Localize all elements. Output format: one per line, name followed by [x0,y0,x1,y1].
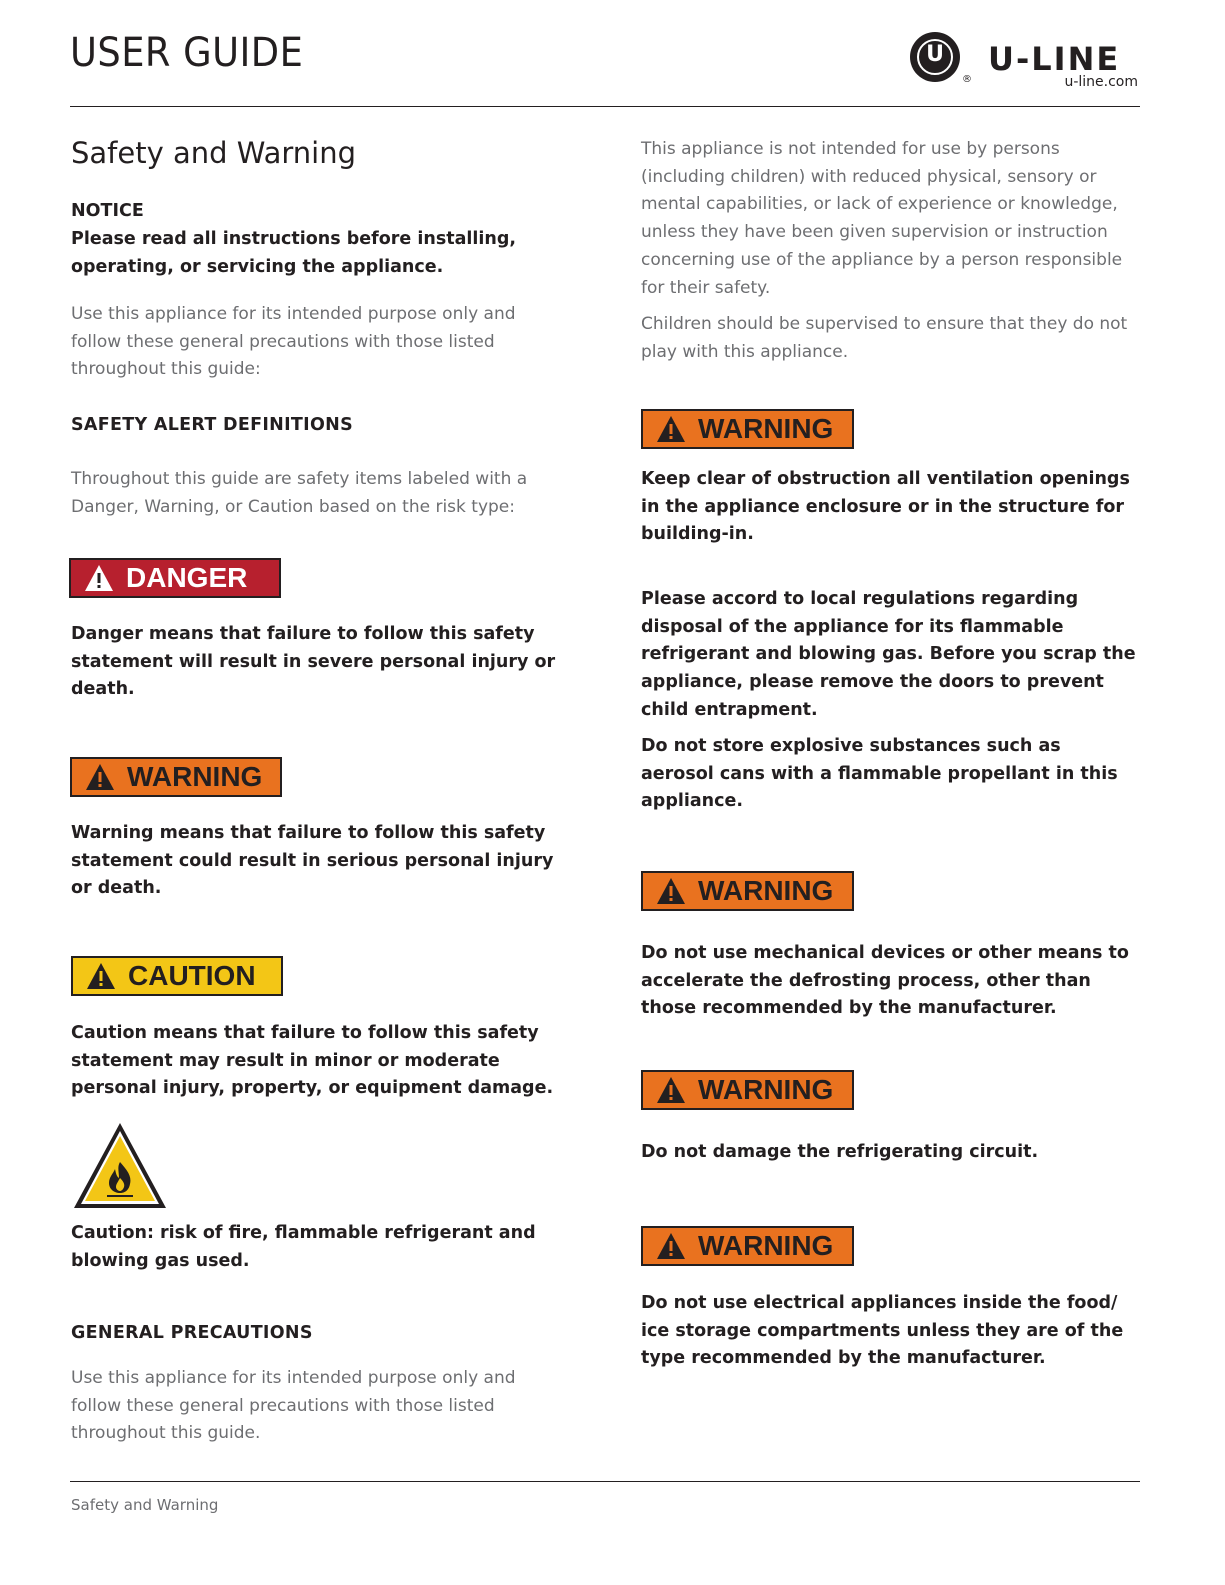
warning-triangle-icon [85,762,115,792]
warning-text: Warning means that failure to follow this safety statement could result in serious personal injury or death. [71,823,554,899]
warning-triangle-icon [656,1231,686,1261]
general-precautions-text: Use this appliance for its intended purpose only and follow these general precautions with those listed throughout this guide. [71,1368,516,1444]
registered-mark: ® [962,74,972,85]
warning-sign-3 [641,1070,854,1110]
alert-definitions-text: Throughout this guide are safety items labeled with a Danger, Warning, or Caution based on the risk type: [71,469,528,517]
section-title: Safety and Warning [71,136,356,170]
warning-triangle-icon [86,961,116,991]
page-header-title: USER GUIDE [70,30,304,76]
logo-wordmark: U-LINE [988,40,1121,78]
logo-letter: U [926,42,944,67]
warning-sign-4 [641,1226,854,1266]
footer-text: Safety and Warning [71,1496,219,1514]
children-text: Children should be supervised to ensure that they do not play with this appliance. [641,314,1128,362]
general-precautions-title: GENERAL PRECAUTIONS [71,1323,313,1343]
footer-divider [70,1481,1140,1482]
alert-definitions-title: SAFETY ALERT DEFINITIONS [71,415,354,435]
danger-text: Danger means that failure to follow this safety statement will result in severe personal injury or death. [71,624,556,700]
caution-label: CAUTION [128,960,256,991]
notice-label: NOTICE [71,201,144,221]
flammable-fire-icon [71,1120,169,1212]
warning-sign-2 [641,871,854,911]
header-divider [70,106,1140,107]
warning-label-3: WARNING [698,1074,834,1105]
warning-label-1: WARNING [698,413,834,444]
warning-label: WARNING [127,761,263,792]
warning-sign [70,757,282,797]
disposal-text: Please accord to local regulations regarding disposal of the appliance for its flammable refrigerant and blowing gas. Before you scrap the appliance, please remove the doors to prevent child entrapment. [641,589,1136,720]
danger-sign [69,558,281,598]
warning-triangle-icon [84,563,114,593]
intro-text: Use this appliance for its intended purpose only and follow these general precautions with those listed throughout this guide: [71,304,516,380]
logo-url: u-line.com [1064,74,1138,90]
fire-caution-text: Caution: risk of fire, flammable refrigerant and blowing gas used. [71,1223,536,1271]
warning-3-text: Do not damage the refrigerating circuit. [641,1142,1039,1162]
persons-text: This appliance is not intended for use by persons (including children) with reduced physical, sensory or mental capabilities, or lack of experience or knowledge, unless they have been given supervision or instruction concerning use of the appliance by a person responsible for their safety. [641,139,1123,298]
u-line-logo [910,32,1140,94]
danger-label: DANGER [126,562,248,593]
logo-mark-icon [910,32,960,82]
warning-2-text: Do not use mechanical devices or other means to accelerate the defrosting process, other than those recommended by the manufacturer. [641,943,1129,1019]
caution-text: Caution means that failure to follow this safety statement may result in minor or moderate personal injury, property, or equipment damage. [71,1023,554,1099]
warning-triangle-icon [656,1075,686,1105]
caution-sign [71,956,283,996]
warning-1-text: Keep clear of obstruction all ventilation openings in the appliance enclosure or in the structure for building-in. [641,469,1130,545]
warning-label-4: WARNING [698,1230,834,1261]
warning-sign-1 [641,409,854,449]
warning-4-text: Do not use electrical appliances inside the food/ ice storage compartments unless they are of the type recommended by the manufacturer. [641,1293,1124,1369]
notice-text: Please read all instructions before installing, operating, or servicing the appliance. [71,229,517,277]
warning-label-2: WARNING [698,875,834,906]
warning-triangle-icon [656,876,686,906]
explosive-text: Do not store explosive substances such as aerosol cans with a flammable propellant in this appliance. [641,736,1118,812]
warning-triangle-icon [656,414,686,444]
